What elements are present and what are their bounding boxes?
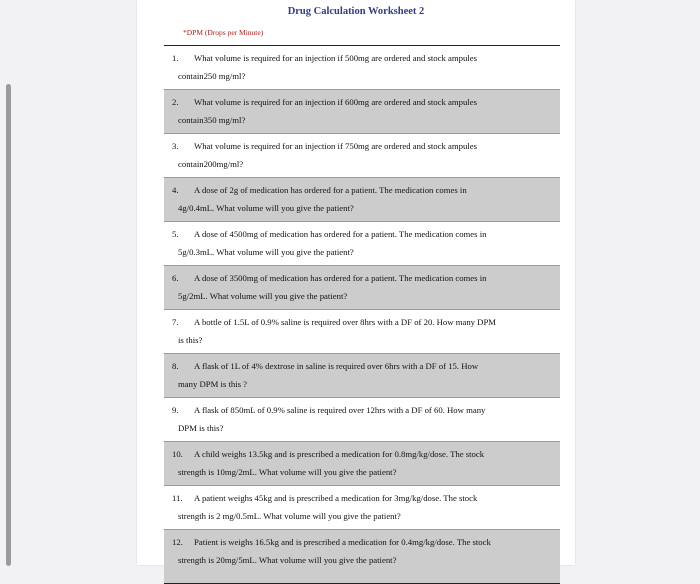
dpm-note: *DPM (Drops per Minute): [183, 28, 264, 37]
question-number: 3.: [172, 141, 179, 151]
question-item: [164, 442, 560, 486]
question-text: A flask of 1L of 4% dextrose in saline is required over 6hrs with a DF of 15. How: [194, 361, 479, 371]
question-number: 6.: [172, 273, 179, 283]
question-number: 4.: [172, 185, 179, 195]
question-text: What volume is required for an injection if 500mg are ordered and stock ampules: [194, 53, 477, 63]
question-item: [164, 46, 560, 90]
question-number: 1.: [172, 53, 179, 63]
question-text-cont: contain200mg/ml?: [178, 159, 244, 169]
question-list: [164, 45, 560, 584]
question-text-cont: is this?: [178, 335, 203, 345]
question-item: [164, 90, 560, 134]
question-item: [164, 310, 560, 354]
question-text: A patient weighs 45kg and is prescribed a medication for 3mg/kg/dose. The stock: [194, 493, 478, 503]
question-text: What volume is required for an injection if 600mg are ordered and stock ampules: [194, 97, 477, 107]
page-title: Drug Calculation Worksheet 2: [287, 6, 425, 17]
document-page: [137, 0, 575, 565]
question-number: 5.: [172, 229, 179, 239]
question-text-cont: 4g/0.4mL. What volume will you give the patient?: [178, 203, 354, 213]
question-text: A dose of 3500mg of medication has ordered for a patient. The medication comes in: [194, 273, 487, 283]
question-text-cont: DPM is this?: [178, 423, 224, 433]
question-item: [164, 398, 560, 442]
question-item: [164, 266, 560, 310]
question-text: A child weighs 13.5kg and is prescribed a medication for 0.8mg/kg/dose. The stock: [194, 449, 485, 459]
question-item: [164, 486, 560, 530]
question-number: 10.: [172, 449, 183, 459]
question-text-cont: contain250 mg/ml?: [178, 71, 246, 81]
question-text: A dose of 4500mg of medication has ordered for a patient. The medication comes in: [194, 229, 487, 239]
question-text: A dose of 2g of medication has ordered for a patient. The medication comes in: [194, 185, 467, 195]
question-item: [164, 178, 560, 222]
question-item: [164, 134, 560, 178]
question-number: 11.: [172, 493, 183, 503]
question-item: [164, 222, 560, 266]
question-text-cont: 5g/2mL. What volume will you give the patient?: [178, 291, 348, 301]
question-text-cont: contain350 mg/ml?: [178, 115, 246, 125]
question-item: [164, 530, 560, 583]
question-text-cont: strength is 10mg/2mL. What volume will you give the patient?: [178, 467, 397, 477]
question-text-cont: strength is 20mg/5mL. What volume will you give the patient?: [178, 555, 397, 565]
question-text: A flask of 850mL of 0.9% saline is required over 12hrs with a DF of 60. How many: [194, 405, 486, 415]
question-text: A bottle of 1.5L of 0.9% saline is required over 8hrs with a DF of 20. How many DPM: [194, 317, 497, 327]
question-text: What volume is required for an injection if 750mg are ordered and stock ampules: [194, 141, 477, 151]
question-text-cont: many DPM is this ?: [178, 379, 248, 389]
question-number: 7.: [172, 317, 179, 327]
question-number: 2.: [172, 97, 179, 107]
question-number: 12.: [172, 537, 183, 547]
question-text-cont: 5g/0.3mL. What volume will you give the patient?: [178, 247, 354, 257]
scrollbar[interactable]: [6, 84, 11, 566]
question-item: [164, 354, 560, 398]
question-number: 8.: [172, 361, 179, 371]
question-number: 9.: [172, 405, 179, 415]
question-text-cont: strength is 2 mg/0.5mL. What volume will you give the patient?: [178, 511, 401, 521]
question-text: Patient is weighs 16.5kg and is prescribed a medication for 0.4mg/kg/dose. The stock: [194, 537, 491, 547]
